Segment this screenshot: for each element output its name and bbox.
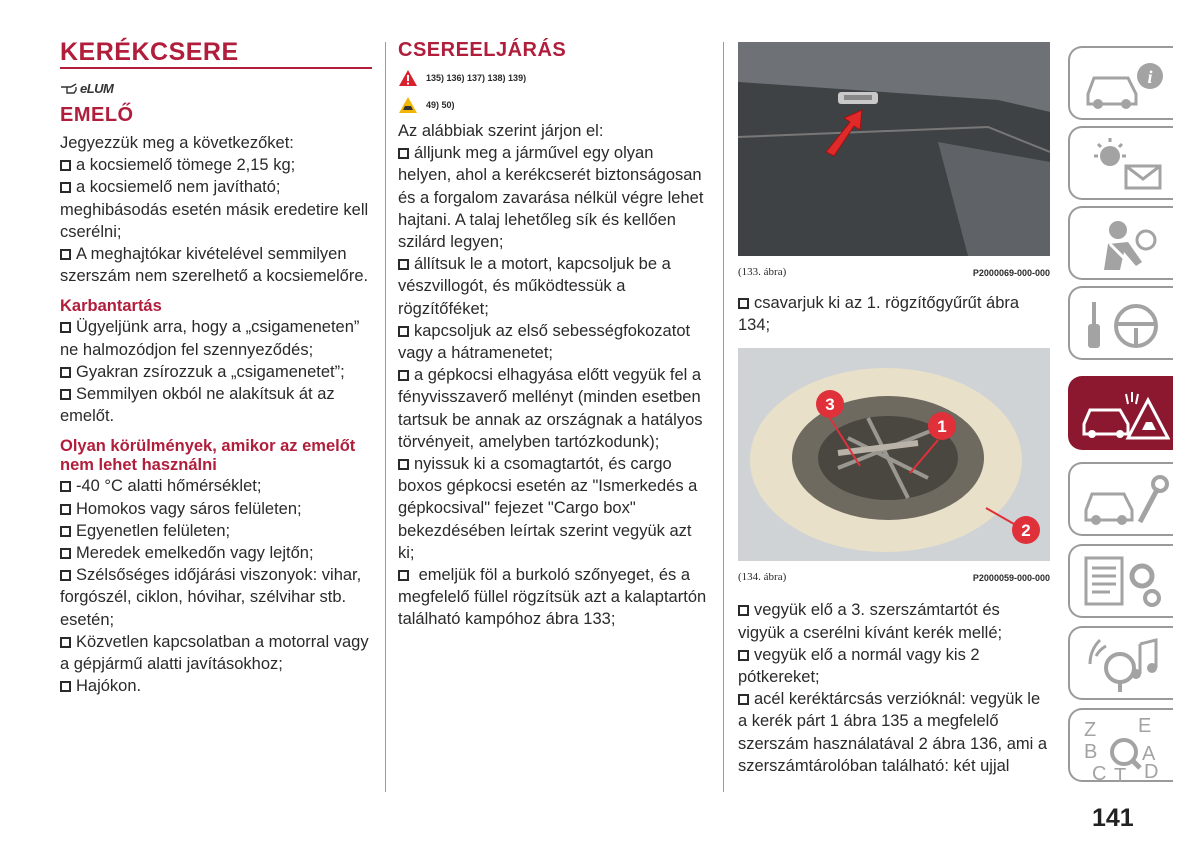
maintenance-heading: Karbantartás <box>60 297 162 316</box>
tab-emergency[interactable] <box>1068 376 1173 450</box>
section-title: KERÉKCSERE <box>60 38 239 66</box>
title-underline <box>60 67 372 69</box>
multimedia-icon <box>1080 634 1170 694</box>
bullet-box-icon <box>738 605 749 616</box>
list-item: kapcsoljuk az első sebességfokozatot vagy a hátramenetet; <box>398 321 691 363</box>
car-info-icon <box>1080 54 1170 114</box>
list-item: állítsuk le a motort, kapcsoljuk be a vészvillogót, és működtessük a rögzítőféket; <box>398 255 671 318</box>
right-column <box>738 42 1050 777</box>
list-item: Meredek emelkedőn vagy lejtőn; <box>60 542 372 564</box>
procedure-heading: CSEREELJÁRÁS <box>398 39 567 61</box>
bullet-box-icon <box>60 637 71 648</box>
list-item: Hajókon. <box>60 675 372 697</box>
list-item: Semmilyen okból ne alakítsuk át az emelőt. <box>60 385 335 426</box>
bullet-box-icon <box>60 249 71 260</box>
warning-triangle-icon <box>398 69 418 87</box>
list-item: Egyenetlen felületen; <box>60 520 372 542</box>
car-breakdown-warning-icon <box>1080 384 1170 444</box>
bullet-box-icon <box>398 326 409 337</box>
list-item: álljunk meg a járművel egy olyan helyen, ahol a kerékcserét biztonságosan és a forgalom zavarása nélkül végre lehet hajtani. A talaj lehetőleg sík és kellően szilárd legyen; <box>398 144 704 252</box>
bullet-box-icon <box>398 148 409 159</box>
list-item: csavarjuk ki az 1. rögzítőgyűrűt ábra 134; <box>738 294 1020 335</box>
figure-caption: (134. ábra) <box>738 571 787 584</box>
list-item: a kocsiemelő nem javítható; meghibásodás esetén másik eredetire kell cserélni; <box>60 178 369 241</box>
key-steering-wheel-icon <box>1080 294 1170 354</box>
tab-multimedia[interactable] <box>1068 626 1173 700</box>
page-number: 141 <box>1092 804 1134 832</box>
bullet-box-icon <box>60 570 71 581</box>
pointing-hand-icon <box>60 81 80 95</box>
column-divider <box>723 42 724 792</box>
svg-text:i: i <box>1147 67 1153 87</box>
list-item: vegyük elő a normál vagy kis 2 pótkereket; <box>738 645 980 687</box>
callout-2-label: 2 <box>1021 521 1031 541</box>
bullet-box-icon <box>398 259 409 270</box>
list-item: A meghajtókar kivételével semmilyen szerszám nem szerelhető a kocsiemelőre. <box>60 245 369 286</box>
bullet-box-icon <box>398 370 409 381</box>
list-item: Gyakran zsírozzuk a „csigamenetet”; <box>60 361 372 383</box>
bullet-box-icon <box>60 322 71 333</box>
jack-heading: EMELŐ <box>60 104 134 126</box>
figure-caption: (133. ábra) <box>738 266 787 278</box>
bullet-box-icon <box>738 650 749 661</box>
figure-code: P2000069-000-000 <box>972 268 1050 278</box>
warning-references <box>398 66 710 90</box>
list-item: -40 °C alatti hőmérséklet; <box>60 475 372 497</box>
caution-references <box>398 93 710 117</box>
caution-car-icon <box>398 96 418 114</box>
jack-intro: Jegyezzük meg a következőket: <box>60 134 294 152</box>
specifications-gear-icon <box>1080 552 1170 612</box>
tab-index[interactable] <box>1068 708 1173 782</box>
warning-refs-text[interactable]: 135) 136) 137) 138) 139) <box>426 73 527 83</box>
svg-text:Z: Z <box>1084 719 1097 741</box>
figure-134-caption-row <box>738 569 1050 583</box>
tab-specifications[interactable] <box>1068 544 1173 618</box>
svg-text:T: T <box>1114 765 1127 782</box>
tab-safety[interactable] <box>1068 206 1173 280</box>
left-column <box>60 38 372 697</box>
figure-code: P2000059-000-000 <box>972 573 1050 584</box>
list-item: a gépkocsi elhagyása előtt vegyük fel a fényvisszaverő mellényt (minden esetben tartsuk be annak az országnak a hatályos törvényeit, amelyben tartózkodunk); <box>398 366 703 451</box>
bullet-box-icon <box>60 160 71 171</box>
car-service-icon <box>1080 470 1170 530</box>
callout-1-label: 1 <box>937 417 947 437</box>
svg-text:A: A <box>1142 743 1156 765</box>
alphabetical-index-icon <box>1080 716 1170 782</box>
elum-logo <box>60 75 372 101</box>
bullet-box-icon <box>738 694 749 705</box>
tab-start-drive[interactable] <box>1068 286 1173 360</box>
middle-column <box>398 38 710 631</box>
column-divider <box>385 42 386 792</box>
list-item: Ügyeljünk arra, hogy a „csigameneten” ne halmozódjon fel szennyeződés; <box>60 318 360 359</box>
callout-3-label: 3 <box>825 395 835 415</box>
figure-133-caption-row <box>738 264 1050 278</box>
bullet-box-icon <box>60 526 71 537</box>
lights-message-icon <box>1080 134 1170 194</box>
list-item: acél keréktárcsás verzióknál: vegyük le a kerék párt 1 ábra 135 a megfelelő szerszám használatával 2 ábra 136, ami a szerszámtárolóban található: két ujjal <box>738 690 1048 775</box>
svg-text:C: C <box>1092 763 1107 782</box>
conditions-heading: Olyan körülmények, amikor az emelőt nem lehet használni <box>60 437 356 475</box>
list-item: nyissuk ki a csomagtartót, és cargo boxos gépkocsi esetén az "Ismerkedés a gépkocsival" fejezet "Cargo box" bekezdésében leírtak szerint vegyük azt ki; <box>398 455 698 562</box>
bullet-box-icon <box>398 459 409 470</box>
caution-refs-text[interactable]: 49) 50) <box>426 100 455 110</box>
svg-text:B: B <box>1084 741 1098 763</box>
list-item: emeljük föl a burkoló szőnyeget, és a megfelelő füllel rögzítsük azt a kalaptartón található kampóhoz ábra 133; <box>398 566 707 629</box>
bullet-box-icon <box>60 504 71 515</box>
tab-service[interactable] <box>1068 462 1173 536</box>
list-item: vegyük elő a 3. szerszámtartót és vigyük a cserélni kívánt kerék mellé; <box>738 601 1003 642</box>
svg-text:E: E <box>1138 716 1152 737</box>
bullet-box-icon <box>738 298 749 309</box>
elum-logo-text: eLUM <box>80 80 114 96</box>
bullet-box-icon <box>60 367 71 378</box>
tab-car-info[interactable] <box>1068 46 1173 120</box>
bullet-box-icon <box>60 548 71 559</box>
tab-lights-messages[interactable] <box>1068 126 1173 200</box>
figure-133-photo <box>738 42 1050 256</box>
bullet-box-icon <box>60 389 71 400</box>
list-item: Homokos vagy sáros felületen; <box>60 498 372 520</box>
svg-text:D: D <box>1144 761 1159 782</box>
bullet-box-icon <box>60 182 71 193</box>
figure-134-photo <box>738 348 1050 561</box>
bullet-box-icon <box>60 681 71 692</box>
list-item: Szélsőséges időjárási viszonyok: vihar, forgószél, ciklon, hóvihar, szélvihar stb. esetén; <box>60 566 362 629</box>
procedure-intro: Az alábbiak szerint járjon el: <box>398 122 604 140</box>
airbag-seatbelt-icon <box>1080 214 1170 274</box>
bullet-box-icon <box>60 481 71 492</box>
bullet-box-icon <box>398 570 409 581</box>
list-item: Közvetlen kapcsolatban a motorral vagy a gépjármű alatti javításokhoz; <box>60 632 369 674</box>
list-item: a kocsiemelő tömege 2,15 kg; <box>60 154 372 176</box>
